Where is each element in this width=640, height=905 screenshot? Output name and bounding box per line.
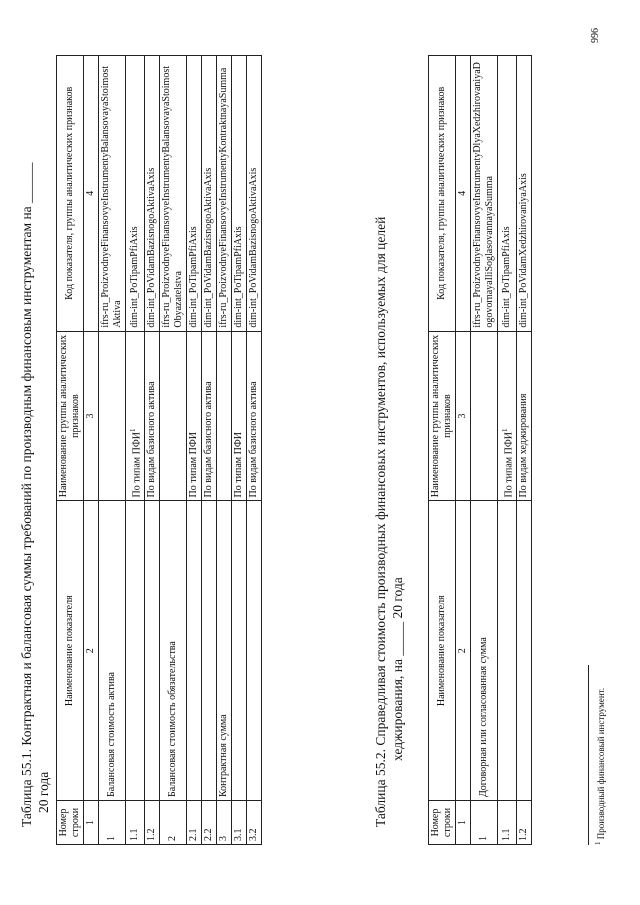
indicator-name-cell xyxy=(471,501,498,801)
code-cell-text: ifrs-ru_ProizvodnyeFinansovyeInstrumentyBalansovayaStoimostObyazatelstva xyxy=(161,66,185,328)
table-row xyxy=(247,56,262,845)
row-number-cell-text: 3 xyxy=(218,836,230,841)
code-cell-text: dim-int_PoVidamBazisnogoAktivaAxis xyxy=(146,167,158,328)
code-cell-text: dim-int_PoVidamBazisnogoAktivaAxis xyxy=(203,167,215,328)
footnote-text: Производный финансовый инструмент. xyxy=(596,687,606,840)
row-number-cell xyxy=(126,801,145,845)
table1 xyxy=(56,55,262,845)
code-cell xyxy=(202,56,217,332)
group-name-cell xyxy=(232,331,247,501)
group-name-cell xyxy=(471,331,498,501)
table1-colnum: 4 xyxy=(84,56,99,332)
table-row xyxy=(126,56,145,845)
table-row xyxy=(232,56,247,845)
indicator-name-cell xyxy=(217,501,232,801)
table1-caption-line1: Таблица 55.1. Контрактная и балансовая суммы требований по производным финансовым инструментам на ______ xyxy=(19,162,34,827)
table1-header-name: Наименование показателя xyxy=(57,501,84,801)
code-cell-text: ifrs-ru_ProizvodnyeFinansovyeInstrumentyDlyaXedzhirovaniyaDogovornayaIliSoglasovannayaSumma xyxy=(472,62,495,328)
row-number-cell xyxy=(187,801,202,845)
row-number-cell-text: 3.2 xyxy=(248,828,260,841)
code-cell xyxy=(517,56,532,332)
footnote-marker: 1 xyxy=(594,841,602,845)
indicator-name-cell xyxy=(232,501,247,801)
indicator-name-cell xyxy=(517,501,532,801)
code-cell xyxy=(498,56,517,332)
code-cell-text: dim-int_PoTipamPfiAxis xyxy=(188,226,200,328)
table1-colnum-row xyxy=(84,56,99,845)
table-row xyxy=(202,56,217,845)
table1-colnum: 3 xyxy=(84,331,99,501)
table-row xyxy=(471,56,498,845)
code-cell-text: dim-int_PoVidamXedzhirovaniyaAxis xyxy=(518,173,530,328)
indicator-name-cell xyxy=(498,501,517,801)
code-cell xyxy=(187,56,202,332)
indicator-name-cell xyxy=(187,501,202,801)
code-cell-text: dim-int_PoTipamPfiAxis xyxy=(501,226,513,328)
indicator-name-cell-text: Балансовая стоимость актива xyxy=(106,672,117,798)
code-cell-text: dim-int_PoVidamBazisnogoAktivaAxis xyxy=(248,167,260,328)
group-name-cell-text: По видам хеджирования xyxy=(518,393,530,498)
table-row xyxy=(145,56,160,845)
page-number: 996 xyxy=(590,28,601,43)
code-cell xyxy=(126,56,145,332)
table-row xyxy=(517,56,532,845)
row-number-cell xyxy=(232,801,247,845)
row-number-cell-text: 1 xyxy=(478,836,489,841)
table1-caption xyxy=(18,27,52,827)
code-cell-text: dim-int_PoTipamPfiAxis xyxy=(129,226,141,328)
table-row xyxy=(160,56,187,845)
table2-caption-line2: хеджирования, на _____ 20 года xyxy=(390,577,405,761)
row-number-cell-text: 2.1 xyxy=(188,828,200,841)
code-cell xyxy=(145,56,160,332)
code-cell-text: ifrs-ru_ProizvodnyeFinansovyeInstrumentyBalansovayaStoimostAktiva xyxy=(100,66,123,328)
table2-caption xyxy=(372,27,406,827)
footnote-reference: 1 xyxy=(129,428,137,433)
row-number-cell xyxy=(202,801,217,845)
table2 xyxy=(428,55,532,845)
code-cell xyxy=(232,56,247,332)
code-cell xyxy=(471,56,498,332)
group-name-cell xyxy=(126,331,145,501)
row-number-cell xyxy=(471,801,498,845)
table-row xyxy=(498,56,517,845)
table2-header-num: Номер строки xyxy=(429,801,456,845)
footnote xyxy=(594,688,606,845)
row-number-cell-text: 1.1 xyxy=(501,828,513,841)
indicator-name-cell xyxy=(145,501,160,801)
table2-header-name: Наименование показателя xyxy=(429,501,456,801)
group-name-cell-text: По типам ПФИ xyxy=(233,432,245,498)
table1-header-code: Код показателя, группы аналитических признаков xyxy=(57,56,84,332)
group-name-cell xyxy=(187,331,202,501)
footnote-rule xyxy=(588,665,589,845)
row-number-cell-text: 3.1 xyxy=(233,828,245,841)
group-name-cell-text: По видам базисного актива xyxy=(248,381,260,498)
row-number-cell-text: 1.2 xyxy=(518,828,530,841)
code-cell-text: dim-int_PoTipamPfiAxis xyxy=(233,226,245,328)
indicator-name-cell xyxy=(99,501,126,801)
row-number-cell-text: 1 xyxy=(106,836,117,841)
row-number-cell-text: 2.2 xyxy=(203,828,215,841)
group-name-cell xyxy=(498,331,517,501)
table-row xyxy=(217,56,232,845)
table2-colnum: 4 xyxy=(456,56,471,332)
group-name-cell xyxy=(247,331,262,501)
table1-colnum: 2 xyxy=(84,501,99,801)
indicator-name-cell xyxy=(247,501,262,801)
code-cell xyxy=(160,56,187,332)
table1-caption-line2: 20 года xyxy=(36,771,51,813)
row-number-cell-text: 1.2 xyxy=(146,828,158,841)
indicator-name-cell-text: Балансовая стоимость обязательства xyxy=(167,641,179,798)
table2-colnum: 2 xyxy=(456,501,471,801)
row-number-cell-text: 2 xyxy=(167,836,179,841)
row-number-cell-text: 1.1 xyxy=(129,828,141,841)
indicator-name-cell-text: Контрактная сумма xyxy=(218,714,230,798)
group-name-cell-text: По видам базисного актива xyxy=(146,381,158,498)
group-name-cell xyxy=(145,331,160,501)
code-cell xyxy=(99,56,126,332)
group-name-cell-text: По типам ПФИ xyxy=(131,432,143,498)
row-number-cell xyxy=(517,801,532,845)
indicator-name-cell-text: Договорная или согласованная сумма xyxy=(478,637,489,798)
table2-caption-line1: Таблица 55.2. Справедливая стоимость производных финансовых инструментов, используемых для целей xyxy=(373,216,388,827)
group-name-cell xyxy=(202,331,217,501)
table1-colnum: 1 xyxy=(84,801,99,845)
code-cell xyxy=(247,56,262,332)
table2-colnum: 3 xyxy=(456,331,471,501)
code-cell xyxy=(217,56,232,332)
group-name-cell xyxy=(517,331,532,501)
indicator-name-cell xyxy=(160,501,187,801)
indicator-name-cell xyxy=(126,501,145,801)
group-name-cell xyxy=(99,331,126,501)
table2-header-group: Наименование группы аналитических признаков xyxy=(429,331,456,501)
row-number-cell xyxy=(99,801,126,845)
table-row xyxy=(187,56,202,845)
table1-header-group: Наименование группы аналитических признаков xyxy=(57,331,84,501)
footnote-reference: 1 xyxy=(501,428,509,433)
group-name-cell xyxy=(160,331,187,501)
table2-header-code: Код показателя, группы аналитических признаков xyxy=(429,56,456,332)
row-number-cell xyxy=(145,801,160,845)
table-row xyxy=(99,56,126,845)
row-number-cell xyxy=(498,801,517,845)
group-name-cell-text: По типам ПФИ xyxy=(503,432,515,498)
table2-header-row xyxy=(429,56,456,845)
row-number-cell xyxy=(160,801,187,845)
row-number-cell xyxy=(247,801,262,845)
table2-colnum-row xyxy=(456,56,471,845)
row-number-cell xyxy=(217,801,232,845)
group-name-cell-text: По видам базисного актива xyxy=(203,381,215,498)
table2-colnum: 1 xyxy=(456,801,471,845)
code-cell-text: ifrs-ru_ProizvodnyeFinansovyeInstrumentyKontraktnayaSumma xyxy=(218,67,230,328)
table1-header-row xyxy=(57,56,84,845)
group-name-cell xyxy=(217,331,232,501)
group-name-cell-text: По типам ПФИ xyxy=(188,432,200,498)
indicator-name-cell xyxy=(202,501,217,801)
table1-header-num: Номер строки xyxy=(57,801,84,845)
